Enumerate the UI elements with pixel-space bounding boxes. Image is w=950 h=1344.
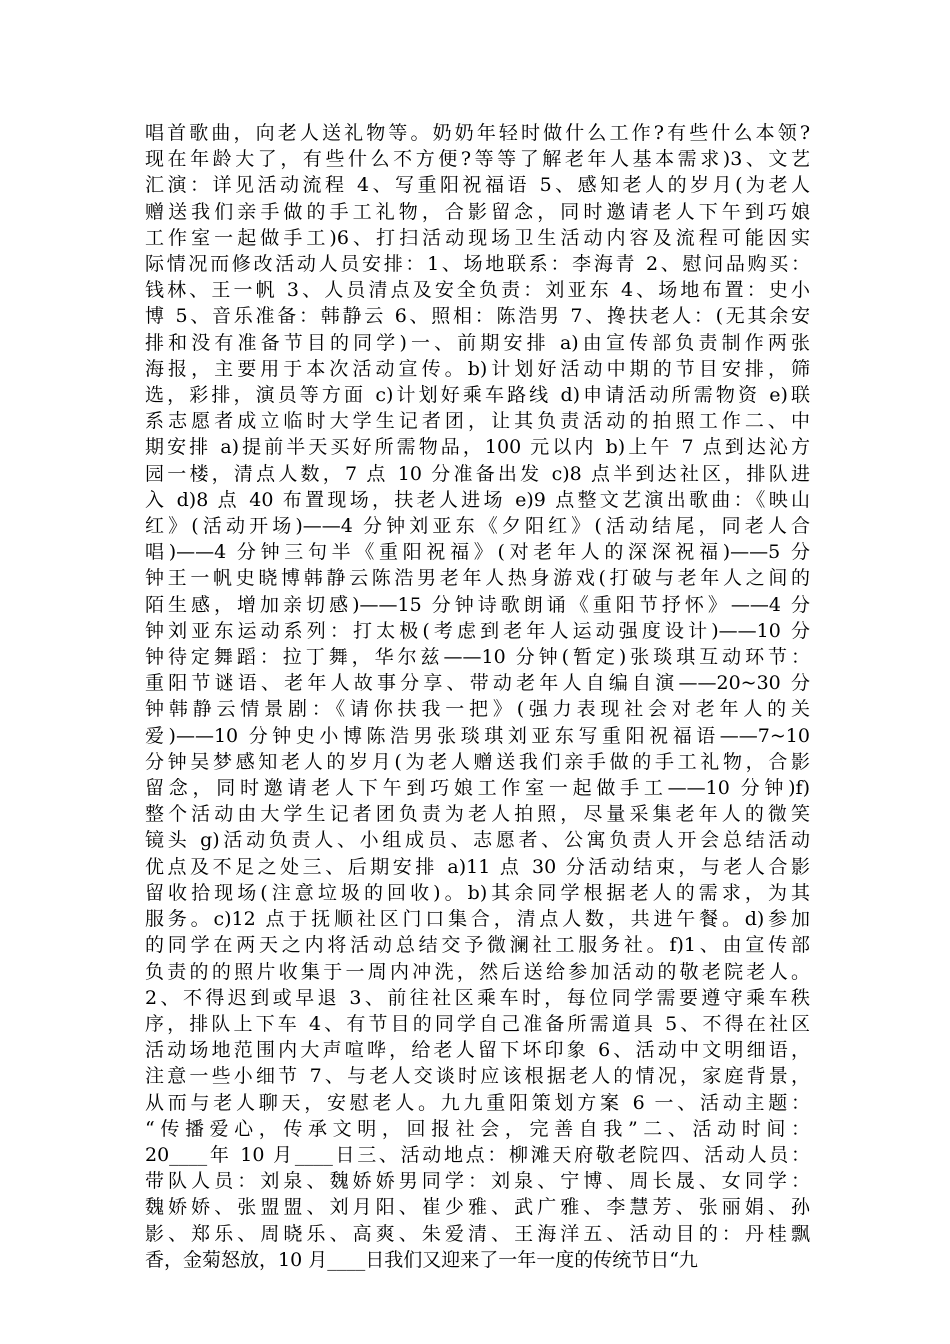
text-line: 博 5、音乐准备：韩静云 6、照相：陈浩男 7、搀扶老人：(无其余安 — [145, 305, 810, 328]
text-line: 优点及不足之处三、后期安排 a)11 点 30 分活动结束，与老人合影 — [145, 855, 810, 878]
text-line: 服务。c)12 点于抚顺社区门口集合，清点人数，共进午餐。d)参加 — [145, 908, 810, 931]
text-line: 魏娇娇、张盟盟、刘月阳、崔少雅、武广雅、李慧芳、张丽娟、孙 — [145, 1196, 810, 1219]
text-line: 分钟吴梦感知老人的岁月(为老人赠送我们亲手做的手工礼物，合影 — [145, 750, 810, 773]
text-line: 钱林、王一帆 3、人员清点及安全负责：刘亚东 4、场地布置：史小 — [145, 279, 810, 302]
text-line: 入 d)8 点 40 布置现场，扶老人进场 e)9 点整文艺演出歌曲：《映山 — [145, 488, 810, 511]
text-line: 陌生感，增加亲切感)——15 分钟诗歌朗诵《重阳节抒怀》——4 分 — [145, 593, 810, 616]
text-line: 海报，主要用于本次活动宣传。b)计划好活动中期的节目安排，筛 — [145, 357, 810, 380]
text-line: 汇演：详见活动流程 4、写重阳祝福语 5、感知老人的岁月(为老人 — [145, 174, 810, 197]
text-line: 排和没有准备节目的同学)一、前期安排 a)由宣传部负责制作两张 — [145, 331, 810, 354]
text-line: 镜头 g)活动负责人、小组成员、志愿者、公寓负责人开会总结活动 — [145, 829, 810, 852]
text-line: 选，彩排，演员等方面 c)计划好乘车路线 d)申请活动所需物资 e)联 — [145, 384, 810, 407]
text-line: 香，金菊怒放，10 月____日我们又迎来了一年一度的传统节日“九 — [145, 1248, 698, 1271]
text-line: 期安排 a)提前半天买好所需物品，100 元以内 b)上午 7 点到达沁方 — [145, 436, 810, 459]
text-line: 重阳节谜语、老年人故事分享、带动老年人自编自演——20~30 分 — [145, 672, 810, 695]
text-line: 园一楼，清点人数，7 点 10 分准备出发 c)8 点半到达社区，排队进 — [145, 462, 810, 485]
text-line: 爱)——10 分钟史小博陈浩男张琰琪刘亚东写重阳祝福语——7~10 — [145, 724, 810, 747]
text-line: 钟待定舞蹈：拉丁舞，华尔兹——10 分钟(暂定)张琰琪互动环节： — [145, 646, 810, 669]
text-line: 2、不得迟到或早退 3、前往社区乘车时，每位同学需要遵守乘车秩 — [145, 986, 810, 1009]
text-line: 钟刘亚东运动系列：打太极(考虑到老年人运动强度设计)——10 分 — [145, 619, 810, 642]
text-line: 系志愿者成立临时大学生记者团，让其负责活动的拍照工作二、中 — [145, 410, 810, 433]
text-line: 整个活动由大学生记者团负责为老人拍照，尽量采集老年人的微笑 — [145, 803, 810, 826]
text-line: 影、郑乐、周晓乐、高爽、朱爱清、王海洋五、活动目的：丹桂飘 — [145, 1222, 810, 1245]
text-line: 赠送我们亲手做的手工礼物，合影留念，同时邀请老人下午到巧娘 — [145, 200, 810, 223]
text-line: 的同学在两天之内将活动总结交予微澜社工服务社。f)1、由宣传部 — [145, 934, 810, 957]
text-line: 留收拾现场(注意垃圾的回收)。b)其余同学根据老人的需求，为其 — [145, 881, 810, 904]
text-line: 活动场地范围内大声喧哗，给老人留下坏印象 6、活动中文明细语， — [145, 1039, 810, 1062]
text-line: 唱首歌曲，向老人送礼物等。奶奶年轻时做什么工作?有些什么本领? — [145, 122, 810, 144]
text-line: 际情况而修改活动人员安排：1、场地联系：李海青 2、慰问品购买： — [145, 253, 810, 276]
text-line: 钟王一帆史晓博韩静云陈浩男老年人热身游戏(打破与老年人之间的 — [145, 567, 810, 590]
text-line: 从而与老人聊天，安慰老人。九九重阳策划方案 6 一、活动主题： — [145, 1091, 810, 1114]
text-line: 注意一些小细节 7、与老人交谈时应该根据老人的情况，家庭背景， — [145, 1065, 810, 1088]
text-line: 序，排队上下车 4、有节目的同学自己准备所需道具 5、不得在社区 — [145, 1012, 810, 1035]
text-line: “传播爱心，传承文明，回报社会，完善自我”二、活动时间： — [145, 1117, 810, 1140]
text-line: 红》(活动开场)——4 分钟刘亚东《夕阳红》(活动结尾，同老人合 — [145, 515, 810, 538]
text-line: 留念，同时邀请老人下午到巧娘工作室一起做手工——10 分钟)f) — [145, 777, 810, 800]
text-line: 唱)——4 分钟三句半《重阳祝福》(对老年人的深深祝福)——5 分 — [145, 541, 810, 564]
text-line: 负责的的照片收集于一周内冲洗，然后送给参加活动的敬老院老人。 — [145, 960, 810, 983]
text-line: 工作室一起做手工)6、打扫活动现场卫生活动内容及流程可能因实 — [145, 226, 810, 249]
document-body-text — [145, 120, 810, 1273]
text-line: 带队人员：刘泉、魏娇娇男同学：刘泉、宁博、周长晟、女同学： — [145, 1170, 810, 1193]
text-line: 钟韩静云情景剧：《请你扶我一把》(强力表现社会对老年人的关 — [145, 698, 810, 721]
text-line: 20____年 10 月____日三、活动地点：柳滩天府敬老院四、活动人员： — [145, 1143, 810, 1166]
text-line: 现在年龄大了，有些什么不方便?等等了解老年人基本需求)3、文艺 — [145, 148, 810, 171]
